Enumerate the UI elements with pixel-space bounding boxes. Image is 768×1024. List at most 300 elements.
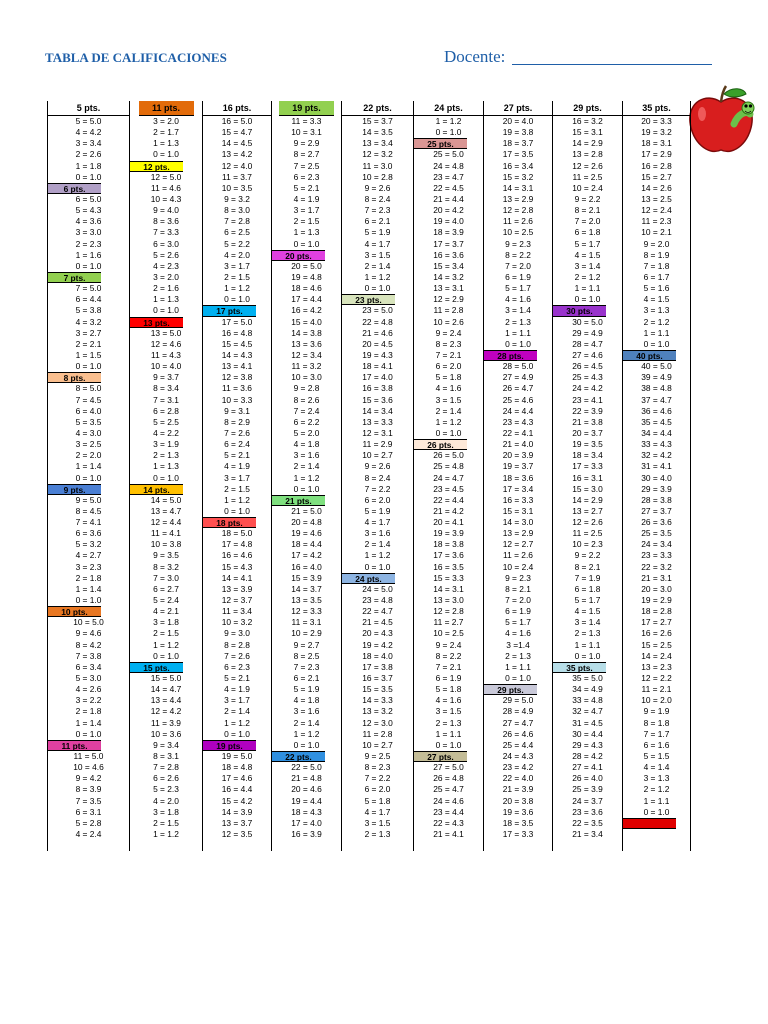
grade-cell: 33 = 4.8 — [572, 695, 603, 706]
grade-cell: 25 = 4.4 — [502, 739, 534, 750]
grade-cell: 25 = 4.8 — [433, 461, 464, 472]
column-header: 29 pts. — [553, 101, 622, 116]
table-column — [47, 101, 129, 851]
grade-cell: 1 = 1.2 — [224, 283, 250, 294]
grade-cell: 12 = 2.6 — [572, 517, 603, 528]
grade-cell: 23 = 4.7 — [433, 171, 464, 182]
grade-cell: 14 = 2.9 — [572, 138, 603, 149]
blank-cell — [272, 840, 341, 851]
grade-cell: 13 = 2.9 — [502, 193, 534, 204]
grade-cell: 17 = 4.4 — [291, 294, 322, 305]
grade-cell: 0 = 1.0 — [643, 338, 670, 349]
grade-cell: 9 = 5.0 — [75, 494, 102, 505]
grade-cell: 7 = 5.0 — [75, 283, 102, 294]
grade-cell: 26 = 4.0 — [572, 773, 603, 784]
grade-cell: 11 = 2.1 — [641, 684, 672, 695]
grade-cell: 31 = 4.1 — [641, 461, 672, 472]
grade-cell: 20 = 4.8 — [291, 517, 322, 528]
grade-cell: 20 = 3.3 — [641, 116, 672, 126]
grade-cell: 16 = 5.0 — [221, 116, 253, 126]
grade-cell: 14 = 3.8 — [291, 327, 322, 338]
grade-cell: 0 = 1.0 — [435, 127, 462, 138]
grade-cell: 15 = 4.2 — [221, 795, 253, 806]
grade-cell: 22 = 4.7 — [362, 606, 393, 617]
grade-cell: 19 = 4.0 — [433, 216, 464, 227]
grade-cell: 5 = 3.8 — [75, 305, 102, 316]
grade-cell: 15 = 5.0 — [150, 673, 182, 684]
column-header: 11 pts. — [139, 101, 194, 116]
grade-cell: 10 = 2.8 — [362, 171, 393, 182]
grade-cell: 4 = 4.2 — [75, 127, 102, 138]
grade-cell: 7 = 2.6 — [224, 650, 250, 661]
grade-cell: 5 = 2.1 — [293, 182, 320, 193]
grade-cell: 21 = 4.1 — [433, 829, 464, 839]
grade-cell: 1 = 1.2 — [224, 717, 250, 728]
grade-cell: 13 = 4.7 — [150, 505, 182, 516]
grade-cell: 11 = 4.1 — [151, 528, 181, 539]
end-marker — [623, 818, 676, 829]
grade-cell: 14 = 3.5 — [362, 127, 393, 138]
grade-cell: 15 = 4.0 — [291, 316, 322, 327]
grade-cell: 1 = 1.3 — [153, 138, 179, 149]
grade-cell: 1 = 1.2 — [364, 271, 391, 282]
grade-cell: 4 = 1.6 — [435, 695, 462, 706]
grade-cell: 11 = 3.7 — [222, 171, 252, 182]
blank-cell — [553, 840, 622, 851]
grade-cell: 19 = 2.9 — [641, 595, 672, 606]
grade-cell: 0 = 1.0 — [75, 728, 102, 739]
grade-cell: 17 = 2.7 — [641, 617, 672, 628]
grade-cell: 8 = 2.8 — [224, 639, 250, 650]
grade-cell: 14 = 3.7 — [291, 583, 322, 594]
grade-cell: 6 = 2.8 — [153, 405, 179, 416]
grade-cell: 15 = 3.0 — [572, 483, 603, 494]
grade-cell: 0 = 1.0 — [643, 806, 670, 817]
grade-cell: 12 = 3.1 — [362, 427, 393, 438]
grade-cell: 0 = 1.0 — [364, 561, 391, 572]
grade-cell: 3 = 1.3 — [643, 773, 670, 784]
grade-cell: 12 = 3.2 — [362, 149, 393, 160]
docente-signature-line — [512, 64, 712, 65]
grade-cell: 6 = 1.8 — [574, 583, 601, 594]
section-header: 28 pts. — [484, 350, 537, 361]
grade-cell: 0 = 1.0 — [224, 294, 250, 305]
grade-cell: 19 = 3.9 — [433, 528, 464, 539]
grade-cell: 7 = 3.5 — [75, 795, 102, 806]
grade-cell: 17 = 4.6 — [221, 773, 253, 784]
grade-cell: 10 = 2.7 — [362, 450, 393, 461]
section-header: 9 pts. — [48, 484, 101, 495]
grade-cell: 2 = 1.4 — [293, 717, 320, 728]
grade-cell: 6 = 3.6 — [75, 528, 102, 539]
grade-cell: 1 = 1.3 — [153, 294, 179, 305]
section-header: 18 pts. — [203, 517, 256, 528]
grade-cell: 9 = 3.1 — [224, 405, 250, 416]
grade-cell: 9 = 3.5 — [153, 550, 179, 561]
grade-cell: 3 = 1.4 — [574, 617, 601, 628]
grade-cell: 5 = 2.6 — [153, 249, 179, 260]
grade-cell: 9 = 2.0 — [643, 238, 670, 249]
grade-cell: 2 = 1.3 — [364, 829, 391, 839]
grade-cell: 16 = 4.6 — [221, 550, 253, 561]
section-header: 6 pts. — [48, 183, 101, 194]
grade-cell: 7 = 2.1 — [435, 661, 462, 672]
grade-cell: 9 = 2.7 — [293, 639, 320, 650]
grade-cell: 5 = 2.8 — [75, 817, 102, 828]
grade-cell: 3 = 2.0 — [153, 271, 179, 282]
grade-cell: 13 = 3.4 — [362, 138, 393, 149]
table-column — [341, 101, 413, 851]
grade-cell: 21 = 4.4 — [433, 193, 464, 204]
grade-cell: 7 = 2.1 — [435, 349, 462, 360]
grade-cell: 1 = 1.2 — [435, 416, 462, 427]
grade-cell: 2 = 1.3 — [153, 450, 179, 461]
grade-cell: 8 = 2.4 — [364, 193, 391, 204]
grade-cell: 28 = 3.8 — [641, 494, 672, 505]
grade-cell: 19 = 5.0 — [221, 751, 253, 762]
grade-cell: 6 = 1.9 — [505, 606, 531, 617]
grade-cell: 2 = 1.3 — [505, 316, 531, 327]
grade-cell: 21 = 3.1 — [641, 572, 672, 583]
grade-cell: 16 = 3.3 — [502, 494, 534, 505]
grade-cell: 7 = 1.8 — [643, 260, 670, 271]
grade-cell: 13 = 2.5 — [641, 193, 672, 204]
grade-cell: 12 = 2.4 — [641, 205, 672, 216]
grade-cell: 23 = 4.1 — [572, 394, 603, 405]
grade-cell: 13 = 5.0 — [150, 327, 182, 338]
grade-cell: 11 = 3.3 — [291, 116, 322, 126]
grade-cell: 16 = 3.5 — [433, 561, 464, 572]
grade-cell: 2 = 1.5 — [224, 483, 250, 494]
grade-cell: 1 = 1.1 — [435, 728, 462, 739]
grade-cell: 3 = 1.5 — [364, 817, 391, 828]
column-header: 16 pts. — [203, 101, 271, 116]
grade-cell: 9 = 3.0 — [224, 628, 250, 639]
grade-cell: 7 = 3.1 — [153, 394, 179, 405]
grade-cell: 11 = 3.0 — [362, 160, 393, 171]
grade-cell: 14 = 4.5 — [221, 138, 253, 149]
table-column — [483, 101, 552, 851]
grade-cell: 0 = 1.0 — [153, 472, 179, 483]
grade-cell: 21 = 4.6 — [362, 327, 393, 338]
grade-cell: 6 = 3.4 — [75, 661, 102, 672]
grade-cell: 5 = 1.7 — [505, 617, 531, 628]
section-header: 29 pts. — [484, 684, 537, 695]
grade-cell: 4 = 1.5 — [574, 249, 601, 260]
grade-cell: 17 = 5.0 — [221, 316, 253, 327]
grade-cell: 24 = 4.6 — [433, 795, 464, 806]
grade-cell: 14 = 4.1 — [221, 572, 253, 583]
grade-cell: 22 = 4.8 — [362, 316, 393, 327]
grade-cell: 5 = 2.0 — [293, 427, 320, 438]
grade-cell: 19 = 4.2 — [362, 639, 393, 650]
grade-cell: 22 = 5.0 — [291, 762, 322, 773]
grade-cell: 3 = 2.2 — [75, 695, 102, 706]
grade-cell: 7 = 2.8 — [153, 762, 179, 773]
grade-cell: 16 = 3.4 — [502, 160, 534, 171]
grade-cell: 17 = 2.9 — [641, 149, 672, 160]
grade-cell: 15 = 3.1 — [502, 505, 534, 516]
grade-cell: 7 = 3.8 — [75, 650, 102, 661]
column-header: 24 pts. — [414, 101, 483, 116]
grade-cell: 16 = 4.0 — [291, 561, 322, 572]
grade-cell: 0 = 1.0 — [364, 283, 391, 294]
grade-cell: 17 = 4.0 — [362, 372, 393, 383]
table-column — [202, 101, 271, 851]
blank-cell — [342, 840, 413, 851]
grade-cell: 0 = 1.0 — [293, 483, 320, 494]
grade-cell: 10 = 3.8 — [150, 539, 182, 550]
grade-cell: 9 = 3.4 — [153, 739, 179, 750]
grade-cell: 2 = 1.8 — [75, 706, 102, 717]
section-header: 17 pts. — [203, 305, 256, 316]
grade-cell: 8 = 5.0 — [75, 383, 102, 394]
grade-cell: 29 = 3.9 — [641, 483, 672, 494]
grade-cell: 2 = 1.5 — [293, 216, 320, 227]
grade-cell: 0 = 1.0 — [153, 650, 179, 661]
grade-cell: 26 = 4.6 — [502, 728, 534, 739]
grade-cell: 16 = 3.9 — [291, 829, 322, 839]
grade-cell: 2 = 1.4 — [435, 405, 462, 416]
grade-cell: 6 = 5.0 — [75, 193, 102, 204]
grade-cell: 1 = 1.4 — [75, 461, 102, 472]
grade-cell: 5 = 1.8 — [435, 372, 462, 383]
grade-cell: 14 = 4.3 — [221, 349, 253, 360]
grade-cell: 7 = 2.0 — [574, 216, 601, 227]
grade-cell: 9 = 1.9 — [643, 706, 670, 717]
grade-cell: 7 = 2.2 — [364, 773, 391, 784]
grade-cell: 16 = 2.6 — [641, 628, 672, 639]
grade-cell: 13 = 3.2 — [362, 706, 393, 717]
grade-cell: 9 = 3.2 — [224, 193, 250, 204]
grade-cell: 0 = 1.0 — [75, 171, 102, 182]
grade-cell: 6 = 2.5 — [224, 227, 250, 238]
grade-cell: 8 = 3.1 — [153, 751, 179, 762]
grade-cell: 24 = 3.7 — [572, 795, 603, 806]
grade-cell: 5 = 1.9 — [293, 684, 320, 695]
grade-cell: 7 = 2.4 — [293, 405, 320, 416]
grade-cell: 2 = 1.4 — [293, 461, 320, 472]
grade-cell: 4 = 2.0 — [153, 795, 179, 806]
grade-cell: 24 = 5.0 — [362, 583, 393, 594]
grade-cell: 15 = 3.9 — [291, 572, 322, 583]
grade-cell: 2 = 1.5 — [224, 271, 250, 282]
grade-cell: 17 = 3.4 — [502, 483, 534, 494]
grade-cell: 4 = 1.7 — [364, 806, 391, 817]
grade-cell: 25 = 4.6 — [502, 394, 534, 405]
grade-cell: 30 = 4.0 — [641, 472, 672, 483]
grade-cell: 24 = 3.4 — [641, 539, 672, 550]
grade-cell: 0 = 1.0 — [75, 361, 102, 372]
grade-cell: 0 = 1.0 — [153, 305, 179, 316]
grade-cell: 15 = 3.1 — [572, 127, 603, 138]
grade-cell: 1 = 1.1 — [574, 283, 601, 294]
grade-cell: 12 = 3.8 — [221, 372, 253, 383]
grade-cell: 1 = 1.8 — [75, 160, 102, 171]
grade-cell: 3 = 1.6 — [293, 706, 320, 717]
grade-cell: 10 = 4.3 — [150, 193, 182, 204]
grade-cell: 23 = 4.2 — [502, 762, 534, 773]
grade-cell: 22 = 3.5 — [572, 817, 603, 828]
grade-cell: 9 = 4.6 — [75, 628, 102, 639]
grade-cell: 12 = 3.3 — [291, 606, 322, 617]
grade-cell: 4 = 1.7 — [364, 517, 391, 528]
grade-cell: 8 = 3.2 — [153, 561, 179, 572]
grade-cell: 20 = 4.5 — [362, 338, 393, 349]
grade-cell: 0 = 1.0 — [293, 238, 320, 249]
grade-cell: 24 = 4.7 — [433, 472, 464, 483]
grade-cell: 2 = 2.0 — [75, 450, 102, 461]
grade-cell: 20 = 3.9 — [502, 450, 534, 461]
grade-cell: 19 = 3.7 — [502, 461, 534, 472]
grade-cell: 11 = 3.9 — [151, 717, 181, 728]
grade-cell: 4 = 1.9 — [293, 193, 320, 204]
grade-cell: 9 = 4.0 — [153, 205, 179, 216]
grade-cell: 9 = 2.2 — [574, 550, 601, 561]
grade-cell: 10 = 2.9 — [291, 628, 322, 639]
grade-cell: 13 = 3.0 — [433, 595, 464, 606]
section-header: 14 pts. — [130, 484, 183, 495]
grade-cell: 14 = 5.0 — [150, 494, 182, 505]
grade-cell: 4 = 1.9 — [224, 461, 250, 472]
grade-cell: 4 = 2.1 — [153, 606, 179, 617]
grade-cell: 35 = 5.0 — [572, 673, 603, 684]
grade-cell: 20 = 3.0 — [641, 583, 672, 594]
page-title: TABLA DE CALIFICACIONES — [45, 50, 227, 65]
grade-cell: 8 = 4.5 — [75, 505, 102, 516]
grade-cell: 15 = 4.5 — [221, 338, 253, 349]
blank-cell — [414, 840, 483, 851]
grade-cell: 23 = 4.5 — [433, 483, 464, 494]
grade-cell: 20 = 3.7 — [572, 427, 603, 438]
grade-cell: 5 = 3.5 — [75, 416, 102, 427]
grade-cell: 6 = 2.3 — [224, 661, 250, 672]
grade-cell: 38 = 4.8 — [641, 383, 672, 394]
grade-cell: 18 = 3.4 — [572, 450, 603, 461]
grade-cell: 23 = 4.8 — [362, 595, 393, 606]
grade-cell: 10 = 2.5 — [433, 628, 464, 639]
grade-cell: 21 = 4.2 — [433, 505, 464, 516]
grade-cell: 19 = 3.8 — [502, 127, 534, 138]
grade-cell: 2 = 1.2 — [643, 784, 670, 795]
grade-cell: 3 = 1.8 — [153, 617, 179, 628]
grade-cell: 18 = 4.6 — [291, 283, 322, 294]
grade-cell: 19 = 3.6 — [502, 806, 534, 817]
grade-cell: 29 = 4.9 — [572, 327, 603, 338]
grade-cell: 2 = 2.6 — [75, 149, 102, 160]
grade-cell: 4 = 2.0 — [224, 249, 250, 260]
grade-cell: 8 = 2.4 — [364, 472, 391, 483]
grade-cell: 1 = 1.3 — [153, 461, 179, 472]
grade-cell: 24 = 4.3 — [502, 751, 534, 762]
grade-cell: 6 = 3.1 — [75, 806, 102, 817]
grade-cell: 3 = 2.0 — [153, 116, 179, 126]
grade-cell: 39 = 4.9 — [641, 372, 672, 383]
grade-cell: 13 = 3.6 — [291, 338, 322, 349]
grade-cell: 10 = 2.7 — [362, 739, 393, 750]
grade-cell: 25 = 3.9 — [572, 784, 603, 795]
grade-cell: 8 = 3.9 — [75, 784, 102, 795]
grade-cell: 7 = 2.3 — [364, 205, 391, 216]
grade-cell: 12 = 4.0 — [221, 160, 253, 171]
grade-cell: 15 = 3.5 — [362, 684, 393, 695]
grade-cell: 1 = 1.1 — [643, 795, 670, 806]
grade-cell: 13 = 3.5 — [291, 595, 322, 606]
grade-cell: 5 = 5.0 — [75, 116, 102, 126]
grade-cell: 8 = 2.2 — [505, 249, 531, 260]
grade-cell: 8 = 3.6 — [153, 216, 179, 227]
grade-cell: 11 = 5.0 — [73, 751, 104, 762]
grade-cell: 25 = 4.7 — [433, 784, 464, 795]
grade-cell: 24 = 4.2 — [572, 383, 603, 394]
grade-cell: 23 = 4.3 — [502, 416, 534, 427]
blank-cell — [203, 840, 271, 851]
column-header: 19 pts. — [279, 101, 334, 116]
grading-table — [47, 101, 691, 851]
grade-cell: 6 = 2.1 — [293, 673, 320, 684]
grade-cell: 26 = 4.8 — [433, 773, 464, 784]
grade-cell: 10 = 2.6 — [433, 316, 464, 327]
grade-cell: 3 = 1.4 — [505, 305, 531, 316]
grade-cell: 11 = 2.6 — [503, 216, 533, 227]
grade-cell: 27 = 5.0 — [433, 762, 464, 773]
grade-cell: 14 = 3.1 — [433, 583, 464, 594]
grade-cell: 7 = 2.8 — [224, 216, 250, 227]
grade-cell: 6 = 2.2 — [293, 416, 320, 427]
grade-cell: 11 = 2.8 — [433, 305, 464, 316]
grade-cell: 7 = 3.3 — [153, 227, 179, 238]
grade-cell: 2 = 1.8 — [75, 572, 102, 583]
grade-cell: 16 = 4.8 — [221, 327, 253, 338]
grade-cell: 17 = 4.2 — [291, 550, 322, 561]
section-header: 35 pts. — [553, 662, 606, 673]
grade-cell: 9 = 2.4 — [435, 639, 462, 650]
grade-cell: 13 = 4.1 — [221, 361, 253, 372]
grade-cell: 14 = 2.9 — [572, 494, 603, 505]
grade-cell: 8 = 2.1 — [574, 561, 601, 572]
grade-cell: 5 = 4.3 — [75, 205, 102, 216]
grade-cell: 15 = 3.7 — [362, 116, 393, 126]
grade-cell: 3 = 1.7 — [293, 205, 320, 216]
grade-cell: 22 = 4.1 — [502, 427, 534, 438]
grade-cell: 7 = 4.5 — [75, 394, 102, 405]
grade-cell: 16 = 2.8 — [641, 160, 672, 171]
grade-cell: 33 = 4.3 — [641, 439, 672, 450]
grade-cell: 15 = 3.4 — [433, 260, 464, 271]
grade-cell: 19 = 4.3 — [362, 349, 393, 360]
grade-cell: 0 = 1.0 — [153, 149, 179, 160]
grade-cell: 17 = 3.6 — [433, 550, 464, 561]
grade-cell: 5 = 1.8 — [364, 795, 391, 806]
grade-cell: 8 = 2.6 — [293, 394, 320, 405]
grade-cell: 6 = 2.1 — [364, 216, 391, 227]
grade-cell: 14 = 3.1 — [502, 182, 534, 193]
grade-cell: 37 = 4.7 — [641, 394, 672, 405]
table-column — [129, 101, 202, 851]
grade-cell: 17 = 3.8 — [362, 661, 393, 672]
grade-cell: 1 = 1.6 — [75, 249, 102, 260]
grade-cell: 6 = 1.6 — [643, 739, 670, 750]
grade-cell: 9 = 4.2 — [75, 773, 102, 784]
section-header: 27 pts. — [414, 751, 467, 762]
grade-cell: 7 = 1.7 — [643, 728, 670, 739]
grade-cell: 3 = 1.5 — [364, 249, 391, 260]
grade-cell: 29 = 5.0 — [502, 695, 534, 706]
grade-cell: 0 = 1.0 — [224, 505, 250, 516]
grade-cell: 24 = 4.4 — [502, 405, 534, 416]
grade-cell: 2 = 1.3 — [574, 628, 601, 639]
grade-cell: 12 = 2.8 — [502, 205, 534, 216]
